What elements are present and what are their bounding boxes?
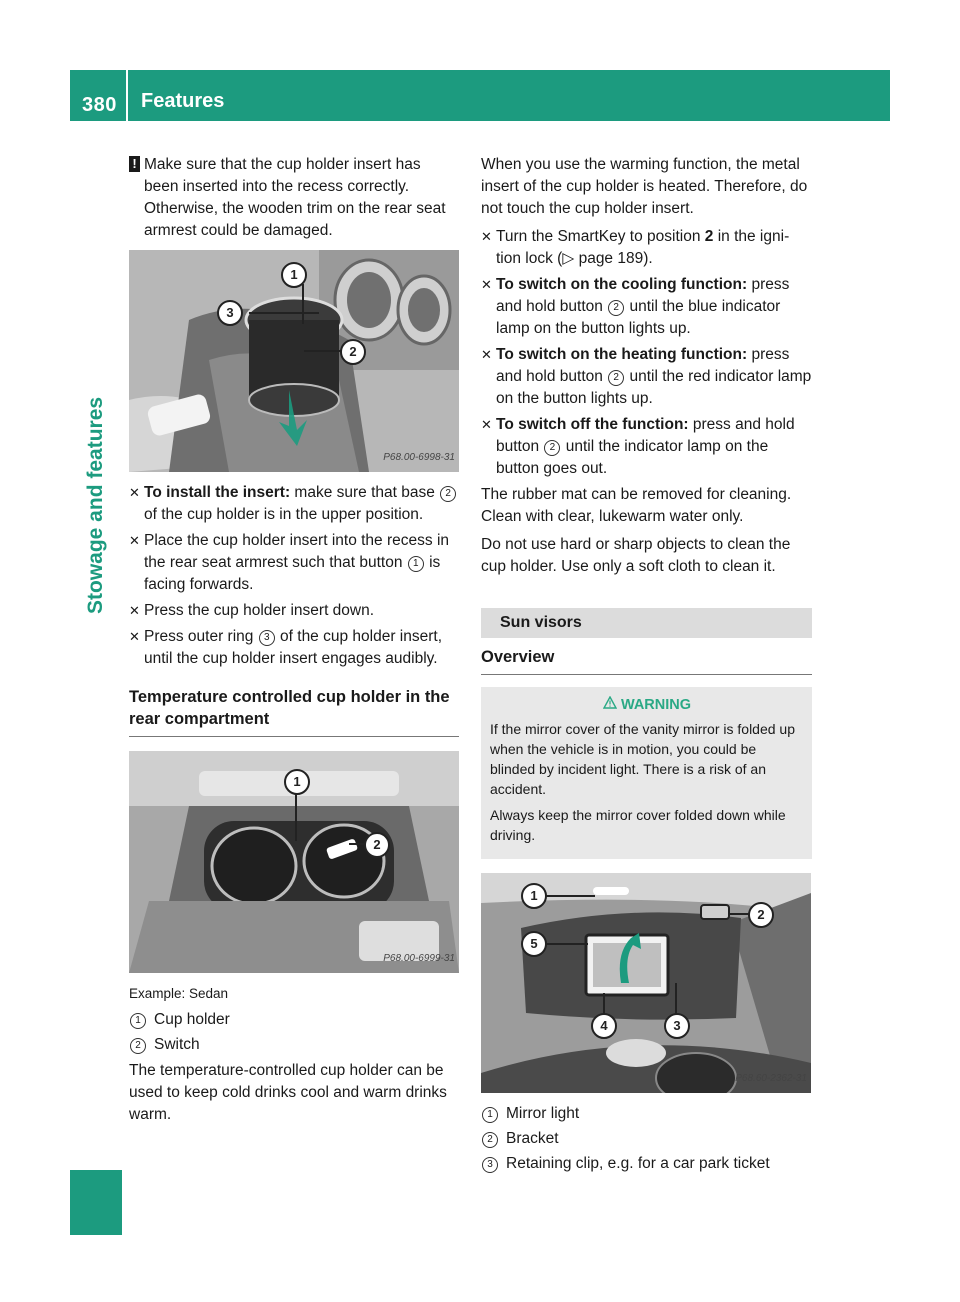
arrow-icon: ✕: [481, 347, 492, 362]
side-tab-label: Stowage and features: [84, 396, 107, 614]
cleaning-paragraph: Do not use hard or sharp objects to clean the cup holder. Use only a soft cloth to clean it.: [481, 536, 791, 575]
circled-number-icon: 2: [130, 1038, 146, 1054]
callout-1: 1: [284, 769, 310, 795]
function-steps: [481, 226, 812, 480]
section-title: Features: [141, 90, 225, 112]
step-text: Press outer ring: [144, 628, 258, 645]
left-column: [129, 154, 459, 1132]
figure-cup-holder-insert: [129, 250, 459, 472]
callout-3: 3: [664, 1013, 690, 1039]
warning-triangle-icon: [603, 695, 617, 715]
callout-2: 2: [364, 832, 390, 858]
closing-paragraph: The temperature-controlled cup holder can be used to keep cold drinks cool and warm drinks warm.: [129, 1062, 447, 1123]
warning-label: WARNING: [620, 697, 692, 713]
warning-text: Always keep the mirror cover folded down while driving.: [490, 807, 786, 843]
figure-code: P68.00-6998-31: [383, 452, 455, 463]
arrow-icon: ✕: [481, 229, 492, 244]
figure-temperature-cup-holder: [129, 751, 459, 973]
legend-label: Switch: [154, 1036, 200, 1053]
legend-item: [481, 1153, 812, 1175]
circled-number-icon: 2: [440, 486, 456, 502]
callout-1: 1: [281, 262, 307, 288]
step-text: press and hold button: [496, 276, 790, 315]
arrow-icon: ✕: [129, 533, 140, 548]
page-ref-icon: ▷: [562, 250, 575, 267]
step-text: Place the cup holder insert into the recess in the rear seat armrest such that button: [144, 532, 450, 571]
sun-visors-heading: Sun visors: [481, 608, 812, 638]
step-text: Press the cup holder insert down.: [144, 602, 375, 619]
step-text: page 189).: [574, 250, 653, 267]
callout-line: [304, 350, 344, 352]
step-text: until the blue indicator lamp on the button lights up.: [496, 298, 781, 337]
legend-label: Retaining clip, e.g. for a car park ticket: [506, 1155, 770, 1172]
circled-number-icon: 2: [482, 1132, 498, 1148]
list-item: [129, 530, 459, 596]
list-item: [129, 600, 459, 622]
section-heading: Temperature controlled cup holder in the rear compartment: [129, 686, 459, 737]
legend-item: [129, 1009, 459, 1031]
circled-number-icon: 1: [408, 556, 424, 572]
callout-3: 3: [217, 300, 243, 326]
step-lead: To switch on the cooling function:: [496, 276, 748, 293]
callout-2: 2: [748, 902, 774, 928]
caution-text: Make sure that the cup holder insert has been inserted into the recess correctly. Otherwise, the wooden trim on the rear seat armrest could be damaged.: [144, 156, 446, 239]
circled-number-icon: 2: [608, 370, 624, 386]
legend-list: [129, 1009, 459, 1056]
legend-label: Bracket: [506, 1130, 559, 1147]
step-text: press and hold button: [496, 416, 795, 455]
figure-code: P68.60-2362-31: [735, 1073, 807, 1084]
callout-line: [302, 284, 304, 324]
step-text: of the cup holder insert, until the cup holder insert engages audibly.: [144, 628, 443, 667]
step-text: of the cup holder is in the upper position.: [144, 506, 424, 523]
page-number: 380: [82, 94, 117, 116]
step-text: in the igni-tion lock (: [496, 228, 790, 267]
step-text: Turn the SmartKey to position: [496, 228, 705, 245]
arrow-icon: ✕: [481, 417, 492, 432]
figure-caption: Example: Sedan: [129, 986, 229, 1001]
legend-list: [481, 1103, 812, 1175]
step-text: is facing forwards.: [144, 554, 441, 593]
header-divider: [126, 70, 128, 121]
legend-label: Mirror light: [506, 1105, 580, 1122]
circled-number-icon: 3: [482, 1157, 498, 1173]
step-text: make sure that base: [290, 484, 440, 501]
legend-item: [481, 1103, 812, 1125]
intro-paragraph: When you use the warming function, the metal insert of the cup holder is heated. Therefore, do not touch the cup holder insert.: [481, 156, 808, 217]
install-steps: [129, 482, 459, 670]
step-lead: To switch off the function:: [496, 416, 689, 433]
callout-line: [249, 312, 319, 314]
figure-sun-visor: [481, 873, 811, 1093]
circled-number-icon: 2: [544, 440, 560, 456]
callout-line: [543, 895, 595, 897]
callout-2: 2: [340, 339, 366, 365]
circled-number-icon: 2: [608, 300, 624, 316]
arrow-icon: ✕: [129, 485, 140, 500]
warning-title: [490, 695, 804, 715]
cleaning-paragraph: The rubber mat can be removed for cleaning. Clean with clear, lukewarm water only.: [481, 486, 792, 525]
exclamation-icon: !: [129, 156, 140, 172]
right-column: [481, 154, 812, 1179]
list-item: [129, 626, 459, 670]
caution-note: [129, 154, 459, 242]
figure-code: P68.00-6999-31: [383, 953, 455, 964]
step-text: until the indicator lamp on the button goes out.: [496, 438, 769, 477]
legend-label: Cup holder: [154, 1011, 230, 1028]
legend-item: [129, 1034, 459, 1056]
arrow-icon: ✕: [129, 603, 140, 618]
circled-number-icon: 3: [259, 630, 275, 646]
step-bold: 2: [704, 228, 714, 245]
warning-text: If the mirror cover of the vanity mirror is folded up when the vehicle is in motion, you could be blinded by incident light. There is a risk of an accident.: [490, 721, 795, 797]
list-item: [129, 482, 459, 526]
callout-4: 4: [591, 1013, 617, 1039]
step-lead: To install the insert:: [144, 484, 291, 501]
list-item: [481, 226, 812, 270]
step-text: until the red indicator lamp on the button lights up.: [496, 368, 812, 407]
circled-number-icon: 1: [482, 1107, 498, 1123]
callout-line: [543, 943, 588, 945]
list-item: [481, 344, 812, 410]
callout-5: 5: [521, 931, 547, 957]
step-lead: To switch on the heating function:: [496, 346, 748, 363]
list-item: [481, 414, 812, 480]
warning-box: [481, 687, 812, 859]
callout-1: 1: [521, 883, 547, 909]
circled-number-icon: 1: [130, 1013, 146, 1029]
step-text: press and hold button: [496, 346, 790, 385]
list-item: [481, 274, 812, 340]
side-tab-block: [70, 1170, 122, 1235]
overview-heading: Overview: [481, 646, 812, 675]
callout-line: [295, 791, 297, 841]
arrow-icon: ✕: [481, 277, 492, 292]
legend-item: [481, 1128, 812, 1150]
arrow-icon: ✕: [129, 629, 140, 644]
